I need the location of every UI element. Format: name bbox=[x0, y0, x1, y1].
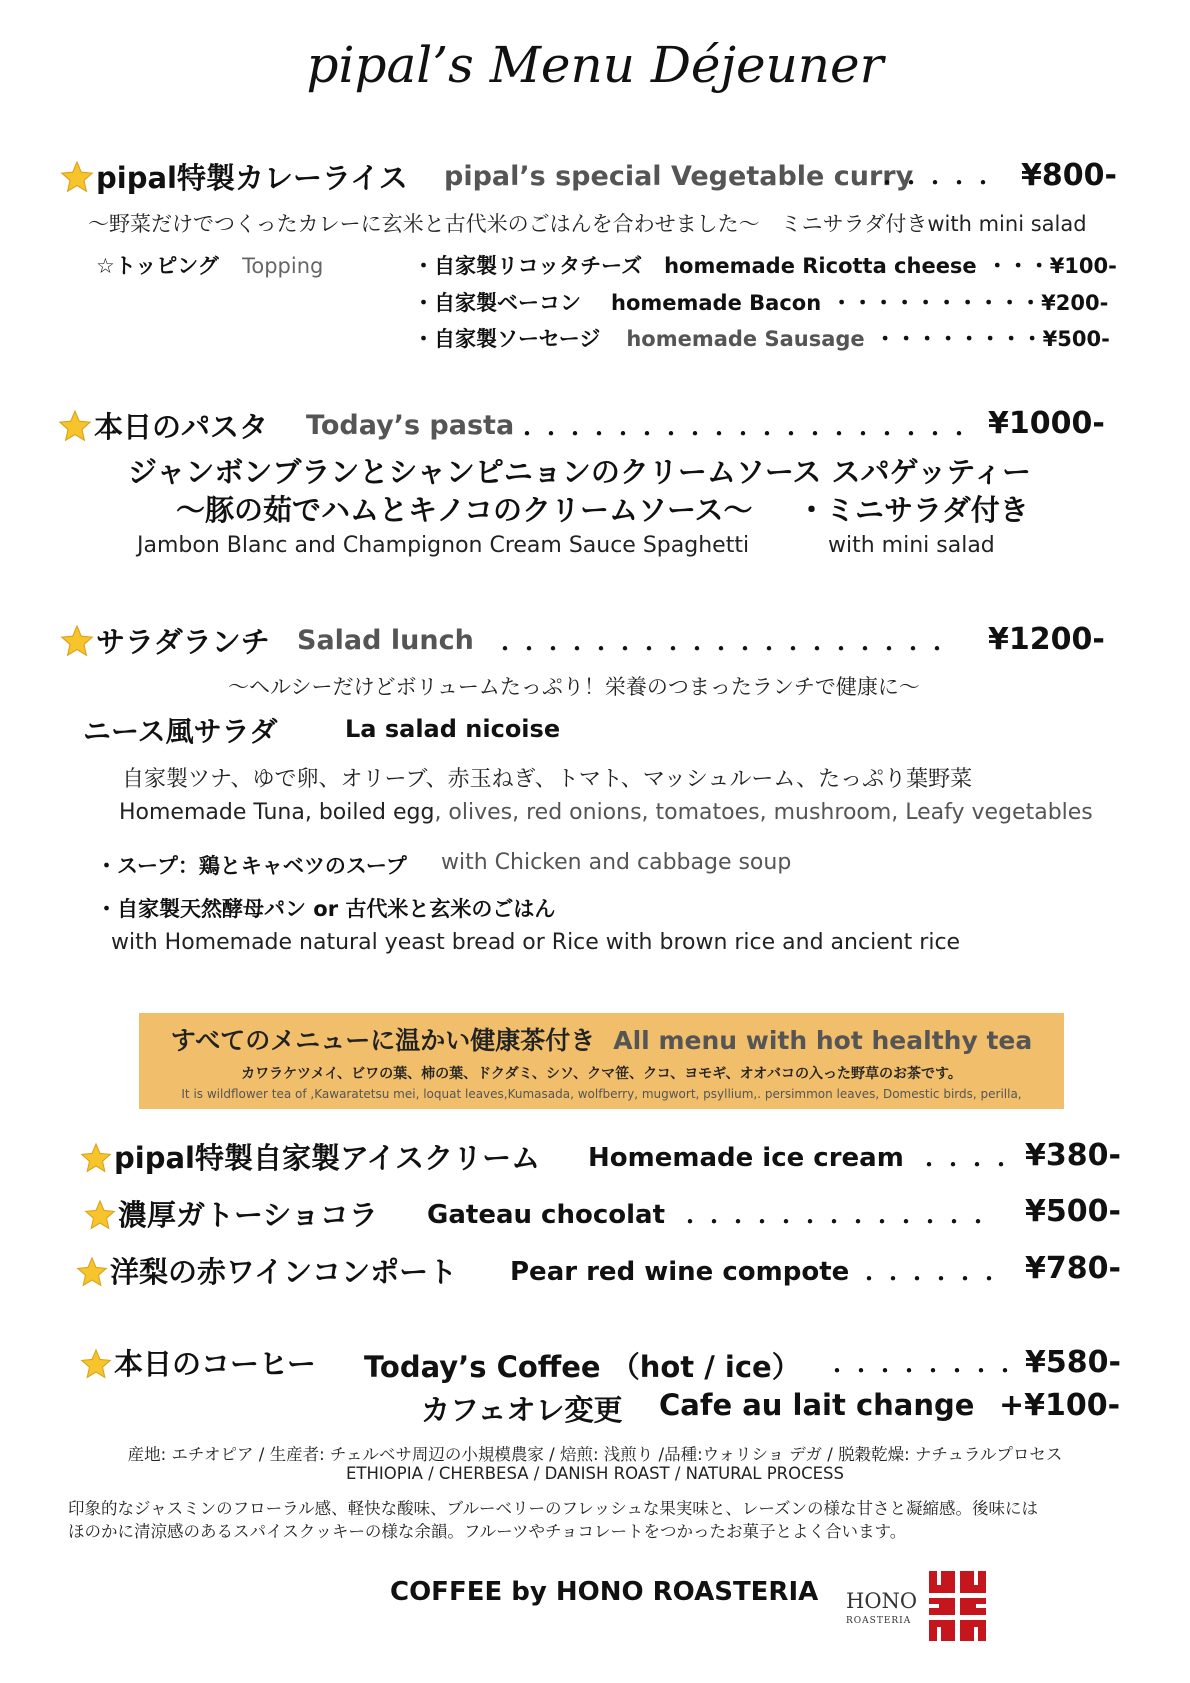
dessert-compote-dots: ・・・・・・ bbox=[857, 1265, 1001, 1293]
nicoise-ja: ニース風サラダ bbox=[83, 715, 278, 748]
coffee-origin-ja: 産地: エチオピア / 生産者: チェルベサ周辺の小規模農家 / 焙煎: 浅煎り /品種:ウォリショ デガ / 脱穀乾燥: ナチュラルプロセス bbox=[127, 1445, 1063, 1464]
star-icon bbox=[76, 1256, 108, 1288]
dessert-gateau: 濃厚ガトーショコラ bbox=[84, 1193, 378, 1234]
page-title: pipal’s Menu Déjeuner bbox=[306, 36, 884, 94]
coffee-heading: 本日のコーヒー bbox=[80, 1342, 316, 1383]
nicoise-en: La salad nicoise bbox=[345, 715, 561, 743]
curry-dots: ・・・・・ bbox=[875, 169, 995, 197]
salad-price: ¥1200- bbox=[988, 622, 1105, 657]
dessert-compote-en: Pear red wine compote bbox=[510, 1257, 850, 1287]
soup-en: with Chicken and cabbage soup bbox=[441, 850, 792, 875]
cafe-au-lait-en: Cafe au lait change bbox=[659, 1388, 975, 1422]
pasta-name-en: Today’s pasta bbox=[306, 410, 515, 441]
star-icon bbox=[84, 1199, 116, 1231]
coffee-origin-en: ETHIOPIA / CHERBESA / DANISH ROAST / NATURAL PROCESS bbox=[345, 1464, 844, 1483]
topping-label: ☆トッピング Topping bbox=[96, 254, 324, 278]
pasta-dots: ・・・・・・・・・・・・・・・・・・・ bbox=[515, 420, 971, 448]
soup-ja: ・スープ：鶏とキャベツのスープ bbox=[96, 854, 407, 878]
salad-tagline: 〜ヘルシーだけどボリュームたっぷり！栄養のつまったランチで健康に〜 bbox=[228, 675, 920, 699]
tea-detail-en: It is wildflower tea of ,Kawaratetsu mei, loquat leaves,Kumasada, wolfberry, mugwort, psyllium,. persimmon leaves, Domestic birds, perilla, bbox=[181, 1087, 1022, 1101]
coffee-dots: ・・・・・・・・ bbox=[825, 1357, 1017, 1385]
bread-ja: ・自家製天然酵母パン or 古代米と玄米のごはん bbox=[96, 897, 556, 921]
topping-bacon: ・自家製ベーコン homemade Bacon ・・・・・・・・・・¥200- bbox=[413, 291, 1109, 315]
star-icon bbox=[80, 1348, 112, 1380]
pasta-line2b: ・ミニサラダ付き bbox=[797, 493, 1029, 527]
dessert-compote-price: ¥780- bbox=[1025, 1251, 1121, 1286]
hono-logo-icon bbox=[929, 1571, 986, 1641]
salad-name-ja: サラダランチ bbox=[96, 625, 270, 659]
tea-detail-ja: カワラケツメイ、ビワの葉、柿の葉、ドクダミ、シソ、クマ笹、クコ、ヨモギ、オオバコの入った野草のお茶です。 bbox=[241, 1066, 962, 1082]
dessert-icecream-dots: ・・・・ bbox=[917, 1151, 1013, 1179]
dessert-gateau-price: ¥500- bbox=[1025, 1194, 1121, 1229]
star-icon bbox=[58, 409, 92, 443]
dessert-icecream: pipal特製自家製アイスクリーム bbox=[80, 1136, 540, 1177]
star-icon bbox=[60, 160, 94, 194]
coffee-en: Today’s Coffee （hot / ice） bbox=[364, 1350, 801, 1384]
curry-description: 〜野菜だけでつくったカレーに玄米と古代米のごはんを合わせました〜 ミニサラダ付きwith mini salad bbox=[88, 212, 1087, 236]
salad-dots: ・・・・・・・・・・・・・・・・・・・ bbox=[493, 635, 949, 663]
cafe-au-lait-price: +¥100- bbox=[999, 1388, 1121, 1423]
tea-heading: すべてのメニューに温かい健康茶付き All menu with hot healthy tea bbox=[170, 1026, 1033, 1055]
curry-name-en: pipal’s special Vegetable curry bbox=[444, 161, 914, 192]
dessert-icecream-en: Homemade ice cream bbox=[588, 1143, 904, 1173]
coffee-notes-1: 印象的なジャスミンのフローラル感、軽快な酸味、ブルーベリーのフレッシュな果実味と、レーズンの様な甘さと凝縮感。後味には bbox=[68, 1499, 1039, 1518]
curry-heading bbox=[60, 156, 408, 197]
dessert-gateau-en: Gateau chocolat bbox=[427, 1200, 665, 1230]
topping-ricotta: ・自家製リコッタチーズ homemade Ricotta cheese ・・・¥100- bbox=[413, 254, 1117, 278]
bread-en: with Homemade natural yeast bread or Rice with brown rice and ancient rice bbox=[111, 930, 961, 955]
dessert-gateau-dots: ・・・・・・・・・・・・・ bbox=[678, 1208, 990, 1236]
pasta-name-ja: 本日のパスタ bbox=[94, 410, 269, 444]
pasta-line1: ジャンボンブランとシャンピニョンのクリームソース スパゲッティー bbox=[128, 455, 1032, 489]
star-icon bbox=[80, 1142, 112, 1174]
hono-logo-text: HONO bbox=[846, 1589, 918, 1613]
dessert-icecream-price: ¥380- bbox=[1025, 1138, 1121, 1173]
ingredients-en: Homemade Tuna, boiled egg, olives, red onions, tomatoes, mushroom, Leafy vegetables bbox=[119, 800, 1093, 825]
salad-heading bbox=[60, 620, 270, 661]
pasta-en: Jambon Blanc and Champignon Cream Sauce Spaghetti bbox=[137, 533, 750, 558]
pasta-en2: with mini salad bbox=[828, 533, 995, 558]
star-icon bbox=[60, 624, 94, 658]
hono-logo-subtext: ROASTERIA bbox=[846, 1616, 912, 1626]
ingredients-ja: 自家製ツナ、ゆで卵、オリーブ、赤玉ねぎ、トマト、マッシュルーム、たっぷり葉野菜 bbox=[122, 767, 973, 792]
coffee-price: ¥580- bbox=[1025, 1345, 1121, 1380]
coffee-notes-2: ほのかに清涼感のあるスパイスクッキーの様な余韻。フルーツやチョコレートをつかったお菓子とよく合います。 bbox=[68, 1522, 907, 1541]
curry-name-ja: pipal特製カレーライス bbox=[96, 161, 408, 195]
salad-name-en: Salad lunch bbox=[297, 625, 474, 656]
topping-sausage: ・自家製ソーセージ homemade Sausage ・・・・・・・・¥500- bbox=[413, 327, 1110, 351]
coffee-credit: COFFEE by HONO ROASTERIA bbox=[390, 1577, 819, 1607]
dessert-compote: 洋梨の赤ワインコンポート bbox=[76, 1250, 457, 1291]
pasta-line2: 〜豚の茹でハムとキノコのクリームソース〜 bbox=[176, 493, 753, 527]
pasta-heading bbox=[58, 405, 268, 446]
cafe-au-lait-ja: カフェオレ変更 bbox=[421, 1393, 623, 1427]
curry-price: ¥800- bbox=[1021, 158, 1117, 193]
pasta-price: ¥1000- bbox=[988, 406, 1105, 441]
tea-banner bbox=[139, 1013, 1064, 1109]
